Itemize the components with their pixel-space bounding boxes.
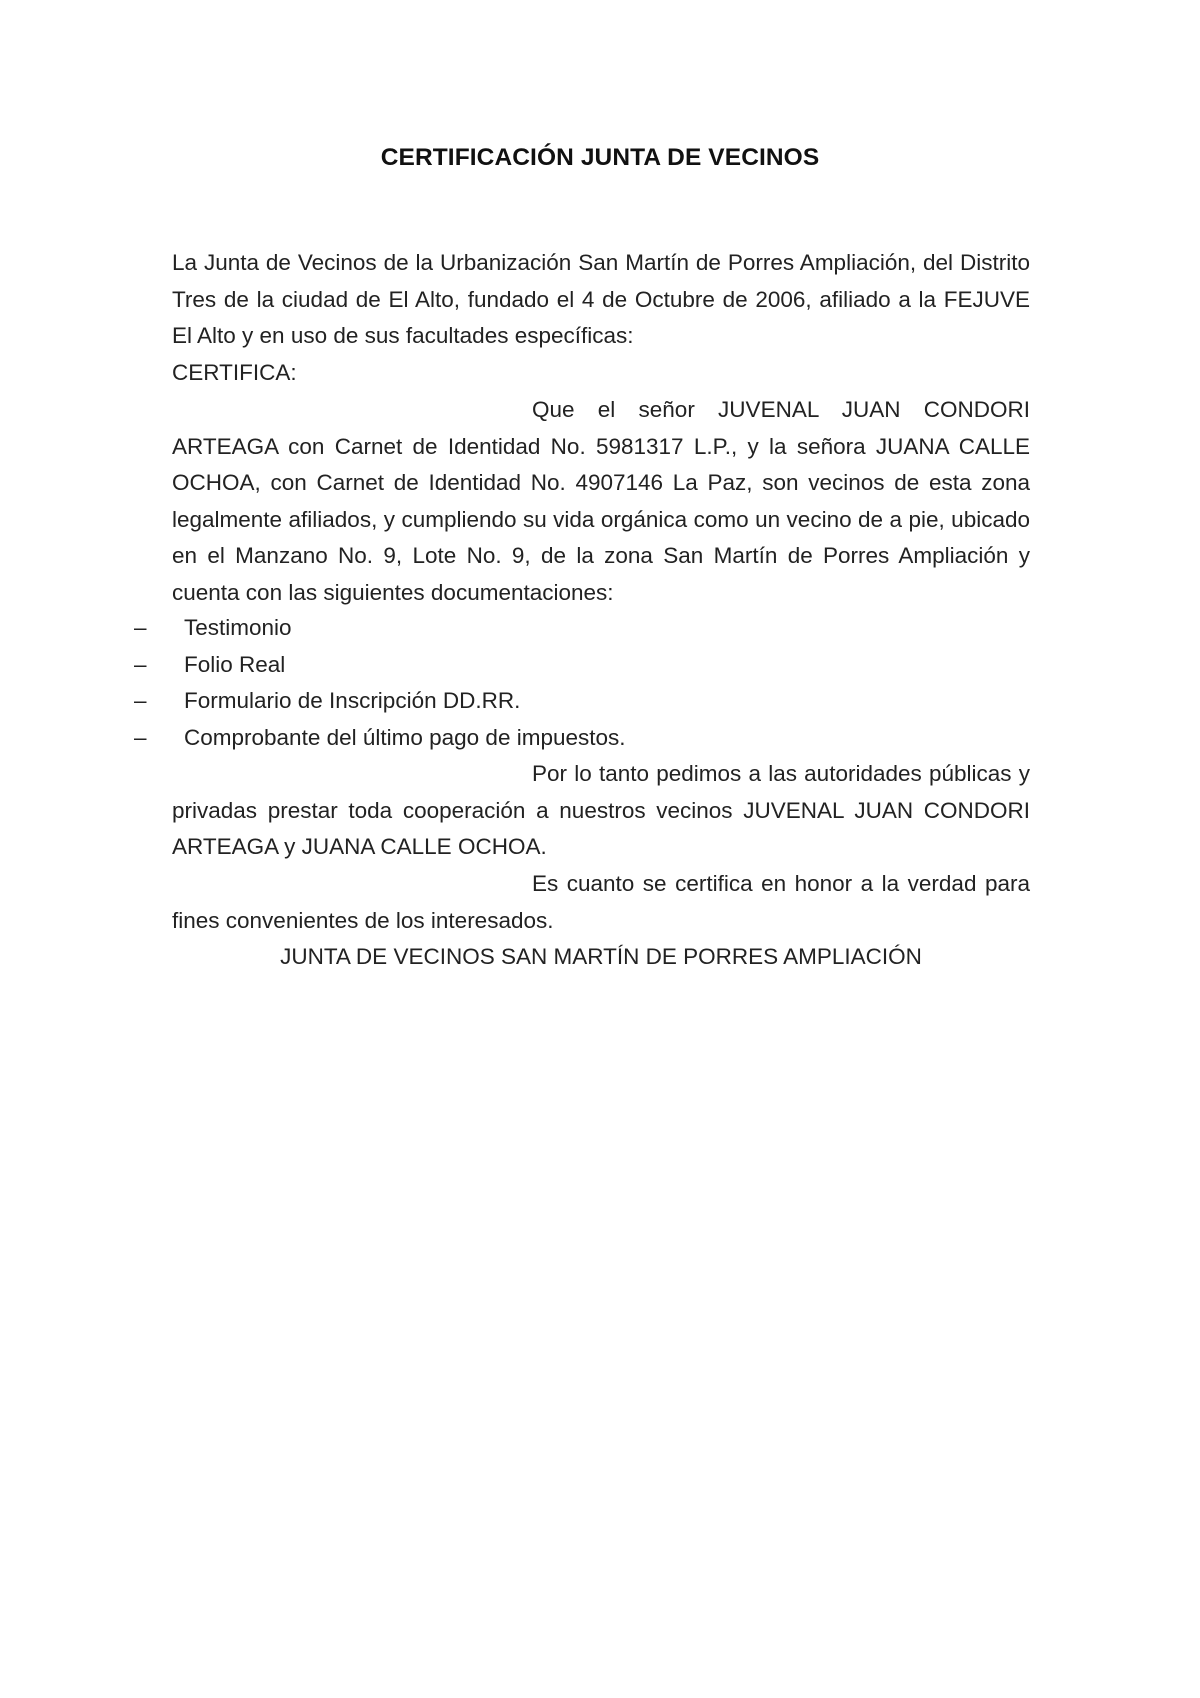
- list-item-text: Folio Real: [184, 651, 286, 677]
- list-item-text: Formulario de Inscripción DD.RR.: [184, 688, 521, 713]
- signature-line: JUNTA DE VECINOS SAN MARTÍN DE PORRES AMPLIACIÓN: [280, 944, 922, 969]
- list-marker: –: [134, 651, 147, 677]
- list-item: [134, 647, 1034, 684]
- document-title: CERTIFICACIÓN JUNTA DE VECINOS: [380, 144, 820, 171]
- list-item: [134, 683, 1034, 720]
- certification-paragraph: Que el señor JUVENAL JUAN CONDORI ARTEAGA con Carnet de Identidad No. 5981317 L.P., y la señora JUANA CALLE OCHOA, con Carnet de Identidad No. 4907146 La Paz, son vecinos de esta zona legalmente afiliados, y cumpliendo su vida orgánica como un vecino de a pie, ubicado en el Manzano No. 9, Lote No. 9, de la zona San Martín de Porres Ampliación y cuenta con las siguientes documentaciones:: [172, 397, 1030, 605]
- list-marker: –: [134, 615, 147, 640]
- list-item-text: Testimonio: [184, 615, 292, 640]
- request-paragraph: Por lo tanto pedimos a las autoridades públicas y privadas prestar toda cooperación a nuestros vecinos JUVENAL JUAN CONDORI ARTEAGA y JUANA CALLE OCHOA.: [172, 761, 1030, 859]
- intro-paragraph: La Junta de Vecinos de la Urbanización San Martín de Porres Ampliación, del Distrito Tres de la ciudad de El Alto, fundado el 4 de Octubre de 2006, afiliado a la FEJUVE El Alto y en uso de sus facultades específicas:: [172, 250, 1030, 348]
- closing-paragraph: Es cuanto se certifica en honor a la verdad para fines convenientes de los interesados.: [172, 871, 1030, 933]
- list-item-text: Comprobante del último pago de impuestos.: [184, 724, 626, 750]
- list-marker: –: [134, 724, 147, 750]
- list-item: [134, 610, 1034, 647]
- certifica-label: CERTIFICA:: [172, 360, 297, 385]
- list-item: [134, 720, 1034, 757]
- list-marker: –: [134, 688, 147, 713]
- documents-list: [134, 610, 1034, 756]
